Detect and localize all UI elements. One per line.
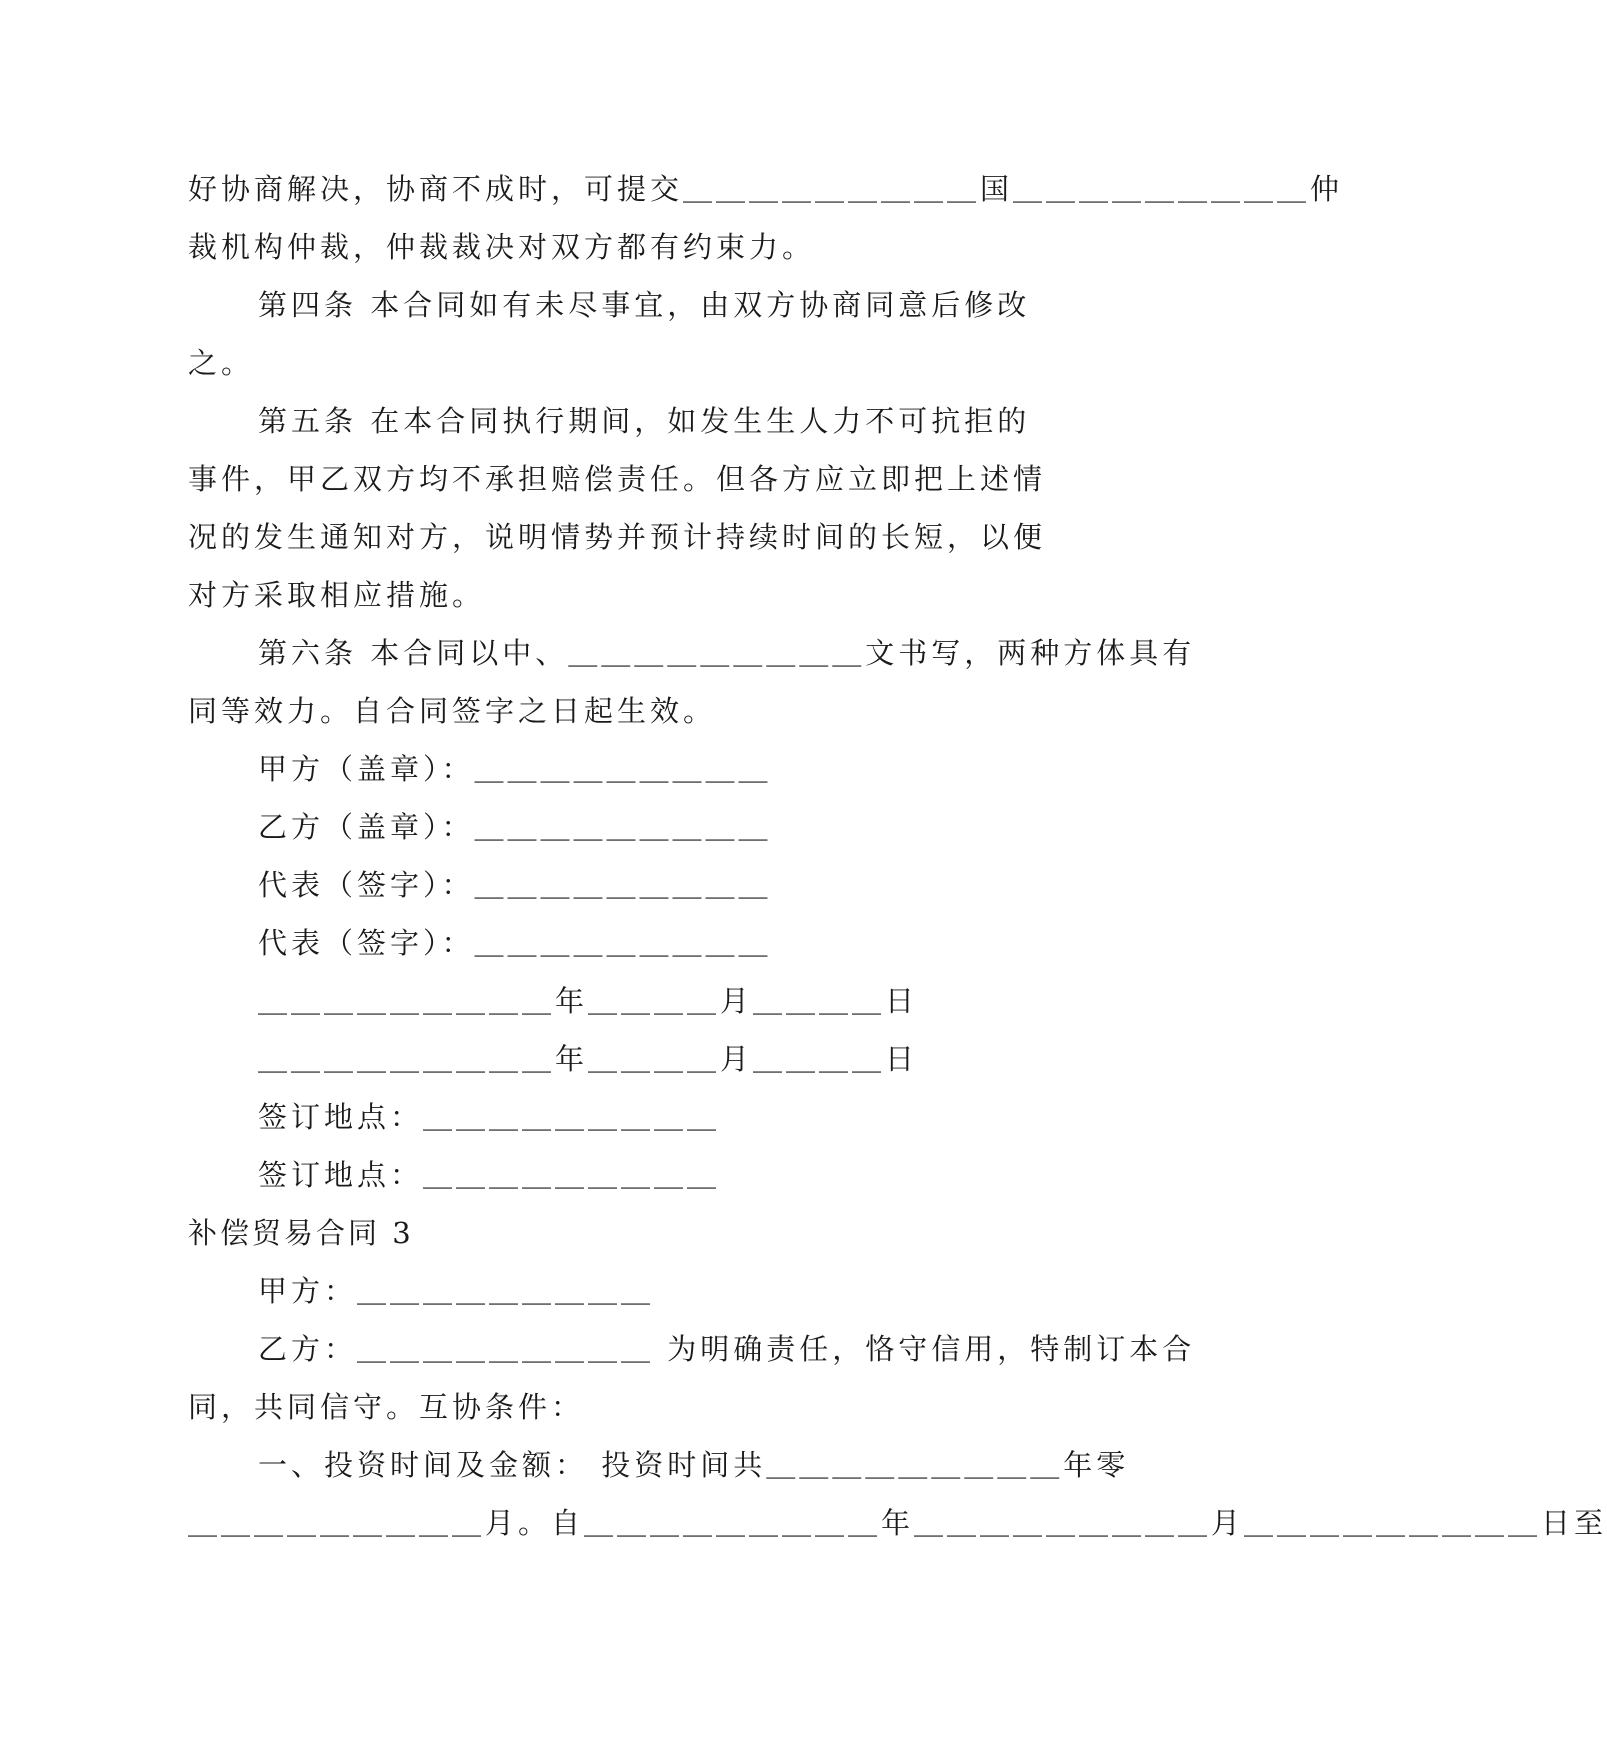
contract-title: 补偿贸易合同 3 [188,1216,414,1250]
party-b-seal-line: 乙方（盖章）：＿＿＿＿＿＿＿＿＿ [258,810,772,844]
date-line: ＿＿＿＿＿＿＿＿＿年＿＿＿＿月＿＿＿＿日 [258,984,919,1018]
signing-place-line: 签订地点：＿＿＿＿＿＿＿＿＿ [258,1100,721,1134]
text-line: 好协商解决，协商不成时，可提交＿＿＿＿＿＿＿＿＿国＿＿＿＿＿＿＿＿＿仲 [188,172,1344,206]
text-line: 同等效力。自合同签字之日起生效。 [188,694,717,728]
representative-signature-line: 代表（签字）：＿＿＿＿＿＿＿＿＿ [258,868,772,902]
document-page [188,160,1607,1552]
party-a-seal-line: 甲方（盖章）：＿＿＿＿＿＿＿＿＿ [258,752,772,786]
text-line: ＿＿＿＿＿＿＿＿＿月。自＿＿＿＿＿＿＿＿＿年＿＿＿＿＿＿＿＿＿月＿＿＿＿＿＿＿＿＿日至 [188,1506,1607,1540]
investment-clause-line: 一、投资时间及金额： 投资时间共＿＿＿＿＿＿＿＿＿年零 [258,1448,1130,1482]
party-b-line: 乙方：＿＿＿＿＿＿＿＿＿ 为明确责任，恪守信用，特制订本合 [258,1332,1196,1366]
article-5-line: 第五条 在本合同执行期间，如发生生人力不可抗拒的 [258,404,1031,438]
party-a-line: 甲方：＿＿＿＿＿＿＿＿＿ [258,1274,655,1308]
article-4-line: 第四条 本合同如有未尽事宜，由双方协商同意后修改 [258,288,1031,322]
text-line: 事件，甲乙双方均不承担赔偿责任。但各方应立即把上述情 [188,462,1047,496]
date-line: ＿＿＿＿＿＿＿＿＿年＿＿＿＿月＿＿＿＿日 [258,1042,919,1076]
text-line: 况的发生通知对方，说明情势并预计持续时间的长短，以便 [188,520,1047,554]
signing-place-line: 签订地点：＿＿＿＿＿＿＿＿＿ [258,1158,721,1192]
text-line: 之。 [188,346,255,380]
article-6-line: 第六条 本合同以中、＿＿＿＿＿＿＿＿＿文书写，两种方体具有 [258,636,1196,670]
text-line: 对方采取相应措施。 [188,578,486,612]
text-line: 同，共同信守。互协条件： [188,1390,585,1424]
representative-signature-line: 代表（签字）：＿＿＿＿＿＿＿＿＿ [258,926,772,960]
text-line: 裁机构仲裁，仲裁裁决对双方都有约束力。 [188,230,816,264]
